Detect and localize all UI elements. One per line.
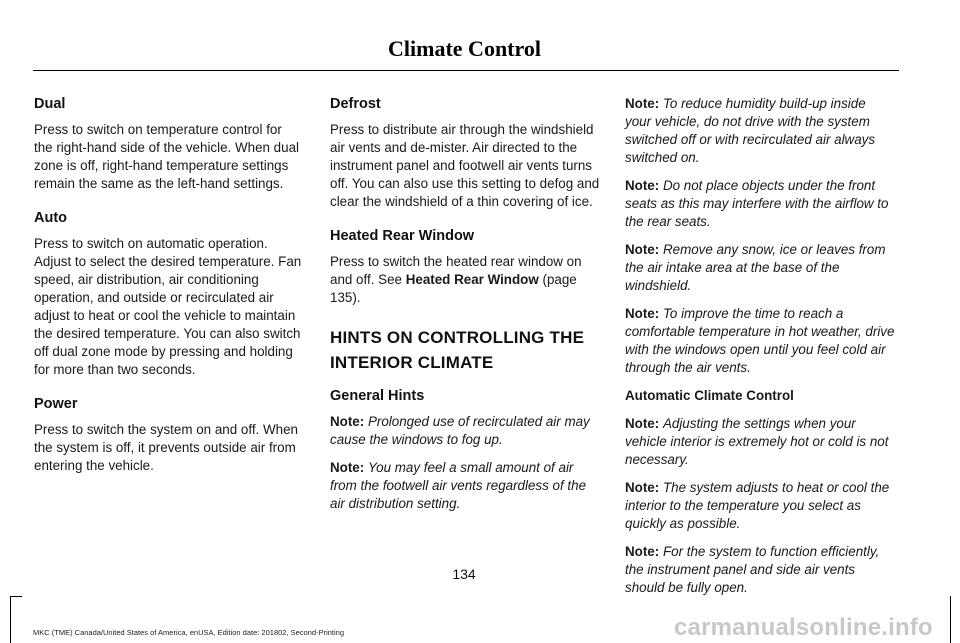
note-text: Do not place objects under the front seats as this may interfere with the airflow to the rear seats.: [625, 178, 889, 229]
note-text: Adjusting the settings when your vehicle interior is extremely hot or cold is not necessary.: [625, 416, 889, 467]
heading-dual: Dual: [34, 96, 66, 112]
note-label: Note:: [625, 96, 660, 111]
note-text: The system adjusts to heat or cool the interior to the temperature you select as quickly as possible.: [625, 480, 890, 531]
column-middle: [330, 95, 600, 523]
note-item: [330, 459, 600, 513]
note-label: Note:: [330, 414, 365, 429]
note-text: Remove any snow, ice or leaves from the air intake area at the base of the windshield.: [625, 242, 886, 293]
page-title-text: Climate Control: [388, 36, 541, 61]
note-item: [625, 95, 895, 167]
heated-text-post: (page 135).: [330, 272, 577, 305]
heated-text-pre: Press to switch the heated rear window on and off. See: [330, 254, 582, 287]
note-text: You may feel a small amount of air from the footwell air vents regardless of the air distribution setting.: [330, 460, 587, 511]
note-label: Note:: [625, 178, 660, 193]
page-number: 134: [452, 566, 476, 582]
column-left: [34, 95, 304, 491]
watermark: carmanualsonline.info: [674, 614, 933, 641]
note-item: [625, 241, 895, 295]
note-label: Note:: [625, 306, 660, 321]
heated-rear-window-link[interactable]: Heated Rear Window: [405, 272, 539, 287]
note-label: Note:: [625, 480, 660, 495]
note-text: To improve the time to reach a comfortable temperature in hot weather, drive with the windows open until you feel cold air through the air vents.: [625, 306, 895, 375]
section-defrost: [330, 95, 600, 211]
note-item: [625, 415, 895, 469]
paragraph-defrost: Press to distribute air through the windshield air vents and de-mister. Air directed to the instrument panel and footwell air vents turns off. You can also use this setting to defog and clear the windshield of a thin covering of ice.: [330, 122, 600, 209]
note-text: Prolonged use of recirculated air may cause the windows to fog up.: [330, 414, 590, 447]
section-power: [34, 395, 304, 475]
paragraph-heated-rear-window: [330, 253, 600, 307]
column-right: [625, 95, 895, 607]
note-text: To reduce humidity build-up inside your vehicle, do not drive with the system switched off or with recirculated air always switched on.: [625, 96, 876, 165]
paragraph-power: Press to switch the system on and off. When the system is off, it prevents outside air from entering the vehicle.: [34, 422, 298, 473]
heading-heated-rear-window: Heated Rear Window: [330, 228, 475, 244]
crop-mark-left: [10, 596, 11, 643]
edition-footer: MKC (TME) Canada/United States of America, enUSA, Edition date: 201802, Second-Printing: [33, 628, 344, 637]
note-text: For the system to function efficiently, the instrument panel and side air vents should be fully open.: [625, 544, 880, 595]
note-item: [625, 177, 895, 231]
heading-power: Power: [34, 396, 78, 412]
heading-general-hints: General Hints: [330, 388, 425, 404]
paragraph-dual: Press to switch on temperature control for the right-hand side of the vehicle. When dual zone is off, right-hand temperature settings remain the same as the left-hand settings.: [34, 122, 300, 191]
note-label: Note:: [625, 544, 660, 559]
heading-automatic-climate-control: Automatic Climate Control: [625, 388, 794, 403]
note-item: [330, 413, 600, 449]
crop-mark-left-horizontal: [10, 596, 22, 597]
heading-auto: Auto: [34, 210, 68, 226]
page-title: [0, 36, 928, 62]
crop-mark-right: [950, 596, 951, 643]
note-label: Note:: [625, 242, 660, 257]
note-item: [625, 479, 895, 533]
section-dual: [34, 95, 304, 193]
paragraph-auto: Press to switch on automatic operation. Adjust to select the desired temperature. Fan speed, air distribution, air conditioning operation, and outside or recirculated air adjust to heat or cool the vehicle to maintain the desired temperature. You can also switch off dual zone mode by pressing and holding for more than two seconds.: [34, 236, 302, 377]
heading-defrost: Defrost: [330, 96, 381, 112]
section-auto: [34, 209, 304, 379]
section-heading-hints: HINTS ON CONTROLLING THE INTERIOR CLIMATE: [330, 328, 585, 372]
header-divider: [33, 70, 899, 71]
note-item: [625, 305, 895, 377]
section-heated-rear-window: [330, 227, 600, 307]
note-label: Note:: [330, 460, 365, 475]
note-label: Note:: [625, 416, 660, 431]
